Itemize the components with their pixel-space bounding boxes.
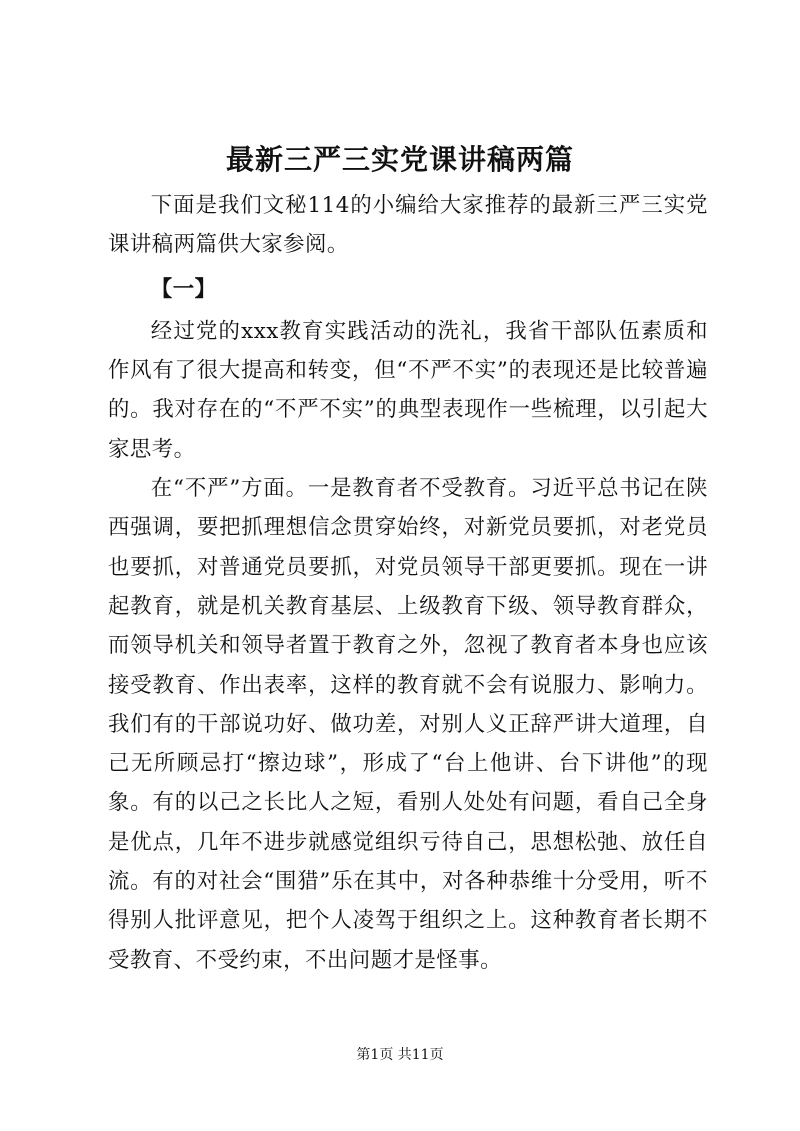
intro-paragraph: 下面是我们文秘114的小编给大家推荐的最新三严三实党课讲稿两篇供大家参阅。 xyxy=(108,193,708,258)
body-paragraph: 经过党的xxx教育实践活动的洗礼，我省干部队伍素质和作风有了很大提高和转变，但“不严不实”的表现还是比较普遍的。我对存在的“不严不实”的典型表现作一些梳理，以引起大家思考。 xyxy=(108,318,708,462)
document-title: 最新三严三实党课讲稿两篇 xyxy=(225,143,574,176)
page-number-footer: 第1页 共11页 xyxy=(356,1047,444,1063)
section-heading: 【一】 xyxy=(150,276,217,302)
body-paragraph: 在“不严”方面。一是教育者不受教育。习近平总书记在陕西强调，要把抓理想信念贯穿始终，对新党员要抓，对老党员也要抓，对普通党员要抓，对党员领导干部更要抓。现在一讲起教育，就是机关教育基层、上级教育下级、领导教育群众，而领导机关和领导者置于教育之外，忽视了教育者本身也应该接受教育、作出表率，这样的教育就不会有说服力、影响力。我们有的干部说功好、做功差，对别人义正辞严讲大道理，自己无所顾忌打“擦边球”，形成了“台上他讲、台下讲他”的现象。有的以己之长比人之短，看别人处处有问题，看自己全身是优点，几年不进步就感觉组织亏待自己，思想松弛、放任自流。有的对社会“围猎”乐在其中，对各种恭维十分受用，听不得别人批评意见，把个人凌驾于组织之上。这种教育者长期不受教育、不受约束，不出问题才是怪事。 xyxy=(108,476,708,973)
document-body xyxy=(108,186,708,980)
